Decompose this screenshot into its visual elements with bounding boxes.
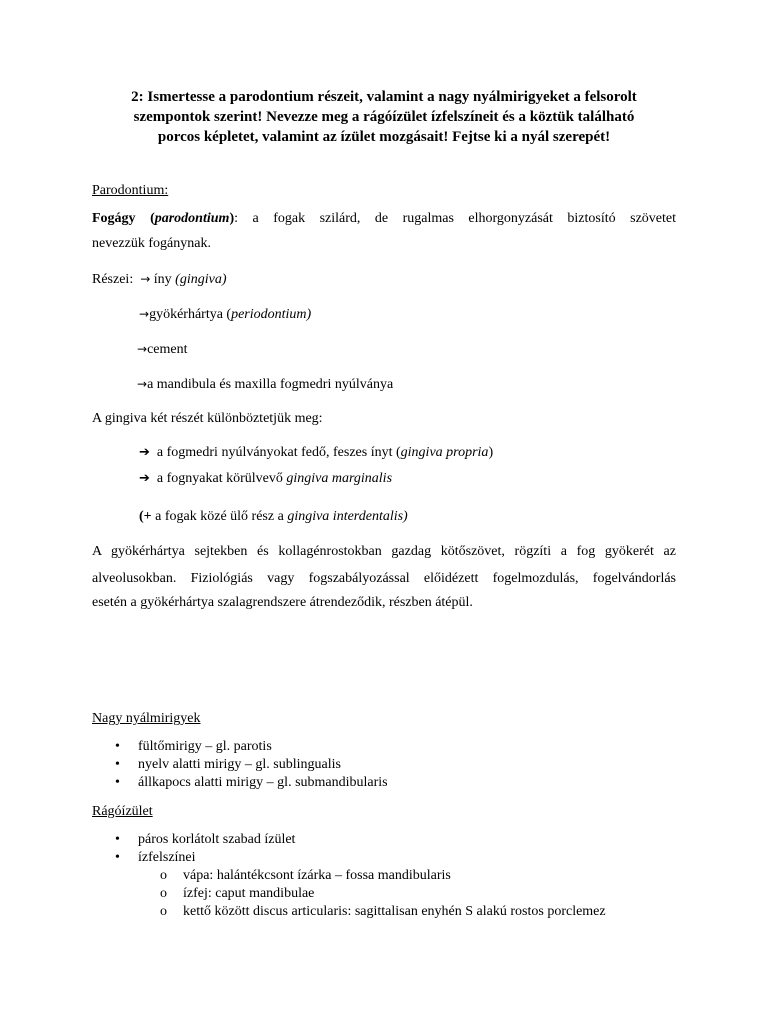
sub-list-item: o vápa: halántékcsont ízárka – fossa mandibularis xyxy=(160,868,451,883)
bold-arrow-icon: ➔ xyxy=(139,445,150,460)
sub-list-item: o ízfej: caput mandibulae xyxy=(160,886,315,901)
arrow-icon: → xyxy=(137,342,148,356)
bullet-icon: • xyxy=(115,775,120,790)
title-line-1: 2: Ismertesse a parodontium részeit, valamint a nagy nyálmirigyeket a felsorolt xyxy=(131,89,637,105)
bold-arrow-icon: ➔ xyxy=(139,471,150,486)
bullet-icon: • xyxy=(115,757,120,772)
title-line-2: szempontok szerint! Nevezze meg a rágóízület ízfelszíneit és a köztük található xyxy=(133,109,635,125)
part-item-fogmedri: a mandibula és maxilla fogmedri nyúlványa xyxy=(147,377,394,392)
bullet-icon: • xyxy=(115,832,120,847)
parts-row-3 xyxy=(137,340,187,359)
fogagy-definition-line-1: Fogágy (parodontium): a fogak szilárd, de rugalmas elhorgonyzását biztosító szövetet xyxy=(92,211,676,226)
part-latin-gingiva: (gingiva) xyxy=(175,272,227,287)
latin-gingiva-propria: gingiva propria xyxy=(400,445,489,460)
term-fogagy: Fogágy xyxy=(92,211,136,226)
joint-heading: Rágóízület xyxy=(92,804,153,819)
list-item: • nyelv alatti mirigy – gl. sublingualis xyxy=(115,757,341,772)
part-item-gingiva: íny xyxy=(153,272,176,287)
parts-row-4 xyxy=(137,375,393,394)
term-parodontium-latin: parodontium xyxy=(154,211,230,226)
fogagy-definition-line-2: nevezzük fogánynak. xyxy=(92,236,211,251)
title-line-3: porcos képletet, valamint az ízület mozgásait! Fejtse ki a nyál szerepét! xyxy=(157,129,611,145)
arrow-icon: → xyxy=(140,272,151,286)
periodontium-para-line-2: alveolusokban. Fiziológiás vagy fogszabályozással előidézett fogelmozdulás, fogelvándorlás xyxy=(92,571,676,586)
circle-bullet-icon: o xyxy=(160,886,167,901)
arrow-icon: → xyxy=(137,377,148,391)
latin-gingiva-marginalis: gingiva marginalis xyxy=(286,471,393,486)
periodontium-para-line-1: A gyökérhártya sejtekben és kollagénrostokban gazdag kötőszövet, rögzíti a fog gyökerét az xyxy=(92,544,676,559)
definition-text: : a fogak szilárd, de rugalmas elhorgonyzását biztosító szövetet xyxy=(234,211,676,226)
list-item: • fültőmirigy – gl. parotis xyxy=(115,739,272,754)
sub-list-item: o kettő között discus articularis: sagittalisan enyhén S alakú rostos porclemez xyxy=(160,904,606,919)
part-item-periodontium: gyökérhártya ( xyxy=(149,307,232,322)
part-item-cement: cement xyxy=(147,342,188,357)
circle-bullet-icon: o xyxy=(160,868,167,883)
parts-row-2 xyxy=(139,305,311,324)
plus-prefix: (+ xyxy=(139,509,152,524)
gingiva-part-1: ➔ a fogmedri nyúlványokat fedő, feszes ínyt (gingiva propria) xyxy=(139,445,494,460)
gingiva-part-2: ➔ a fognyakat körülvevő gingiva marginalis xyxy=(139,471,393,486)
circle-bullet-icon: o xyxy=(160,904,167,919)
parts-label: Részei: xyxy=(92,272,134,287)
bullet-icon: • xyxy=(115,739,120,754)
gingiva-intro: A gingiva két részét különböztetjük meg: xyxy=(92,411,323,426)
arrow-icon: → xyxy=(139,307,150,321)
latin-gingiva-interdentalis: gingiva interdentalis) xyxy=(287,509,408,524)
list-item: • állkapocs alatti mirigy – gl. submandibularis xyxy=(115,775,388,790)
periodontium-para-line-3: esetén a gyökérhártya szalagrendszere átrendeződik, részben átépül. xyxy=(92,595,473,610)
part-latin-periodontium: periodontium) xyxy=(231,307,312,322)
joint-list xyxy=(92,831,295,867)
parodontium-heading: Parodontium: xyxy=(92,183,169,198)
document-title xyxy=(92,87,676,147)
glands-list xyxy=(92,738,388,792)
parts-row-1 xyxy=(92,270,227,289)
list-item: • ízfelszínei xyxy=(115,850,196,865)
list-item: • páros korlátolt szabad ízület xyxy=(115,832,296,847)
gingiva-extra: (+ a fogak közé ülő rész a gingiva interdentalis) xyxy=(139,509,408,524)
glands-heading: Nagy nyálmirigyek xyxy=(92,711,201,726)
joint-sublist xyxy=(92,867,606,921)
bullet-icon: • xyxy=(115,850,120,865)
